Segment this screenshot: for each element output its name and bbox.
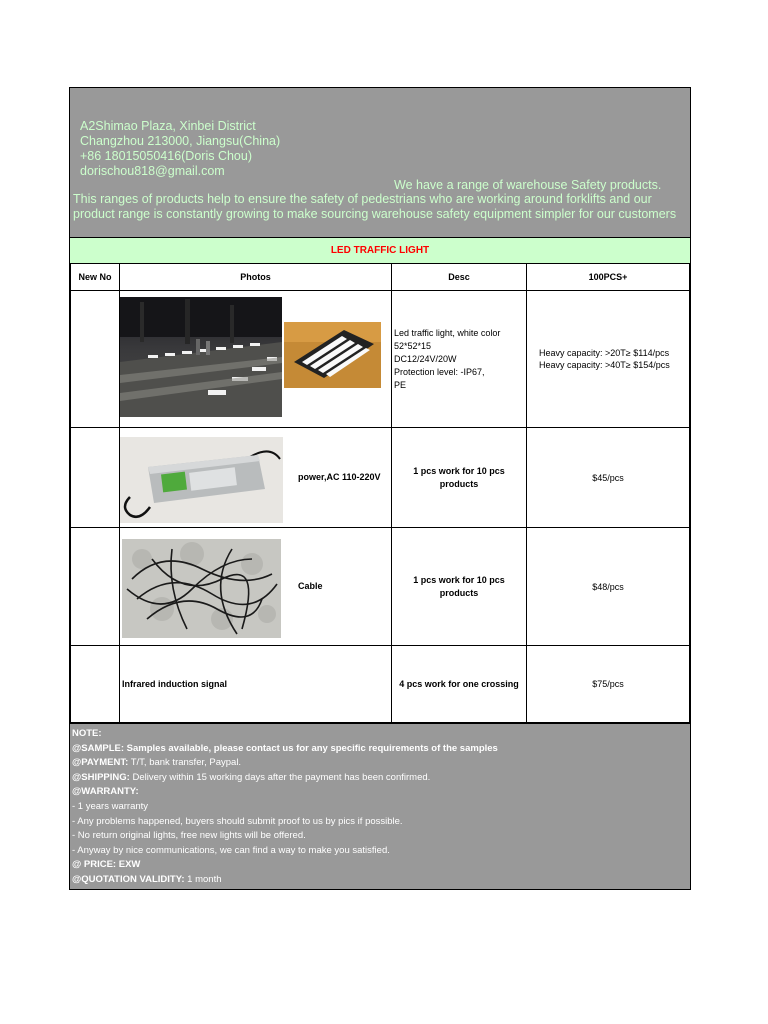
intro-paragraph: This ranges of products help to ensure the safety of pedestrians who are working around forklifts and our product range is constantly growing to make sourcing warehouse safety equipment simpler for our customers [73,192,677,221]
product-table [70,263,690,723]
note-warranty: @WARRANTY: [72,786,139,798]
row-no [71,428,120,528]
section-title: LED TRAFFIC LIGHT [70,237,690,263]
note-payment: @PAYMENT: T/T, bank transfer, Paypal. [72,757,242,769]
note-shipping: @SHIPPING: Delivery within 15 working days after the payment has been confirmed. [72,771,431,783]
row-price: $48/pcs [527,528,690,646]
note-validity: @QUOTATION VALIDITY: 1 month [72,873,222,885]
table-row [71,428,690,528]
desc-line: products [439,587,479,598]
range-line: We have a range of warehouse Safety products. [394,178,662,192]
notes-section [70,723,690,889]
desc-line: products [439,478,479,489]
address-line-2: Changzhou 213000, Jiangsu(China) [80,134,281,148]
company-header [70,88,690,237]
power-supply-photo [120,437,283,523]
desc-line: 1 pcs work for 10 pcs [413,574,505,585]
col-header-photos: Photos [120,264,392,291]
photo-cell: Infrared induction signal [120,646,392,723]
price-line: Heavy capacity: >40T≥ $154/pcs [539,360,670,370]
row-no [71,646,120,723]
address-line-1: A2Shimao Plaza, Xinbei District [80,119,256,133]
note-price: @ PRICE: EXW [72,859,141,871]
row-price: $75/pcs [527,646,690,723]
photo-cell [120,528,392,646]
row-desc [392,528,527,646]
col-header-no: New No [71,264,120,291]
desc-line: Protection level: -IP67, [394,366,485,377]
note-title: NOTE: [72,728,102,739]
warranty-item: - No return original lights, free new lights will be offered. [72,830,306,842]
quotation-sheet [69,87,691,890]
row-no [71,528,120,646]
row-no [71,291,120,428]
photo-cell [120,428,392,528]
phone-line: +86 18015050416(Doris Chou) [80,149,252,163]
desc-line: PE [394,379,407,390]
email-line: dorischou818@gmail.com [80,164,225,178]
warranty-item: - 1 years warranty [72,800,149,812]
photo-cell [120,291,392,428]
table-row [71,291,690,428]
cable-photo [122,539,281,638]
led-light-photo [284,322,381,388]
desc-line: 1 pcs work for 10 pcs [413,465,505,476]
photo-label: Cable [298,581,323,591]
desc-line: 52*52*15 [394,340,432,351]
photo-label: power,AC 110-220V [298,472,381,482]
address-block [80,119,280,179]
row-price [527,291,690,428]
desc-line: Led traffic light, white color [394,327,501,338]
col-header-price: 100PCS+ [527,264,690,291]
col-header-desc: Desc [392,264,527,291]
note-sample: @SAMPLE: Samples available, please contact us for any specific requirements of the samples [72,742,498,754]
row-desc [392,291,527,428]
table-row [71,646,690,723]
table-row [71,528,690,646]
warranty-item: - Any problems happened, buyers should submit proof to us by pics if possible. [72,815,403,827]
table-header-row [71,264,690,291]
desc-line: DC12/24V/20W [394,353,457,364]
row-desc: 4 pcs work for one crossing [392,646,527,723]
warranty-item: - Anyway by nice communications, we can find a way to make you satisfied. [72,844,390,856]
row-desc [392,428,527,528]
price-line: Heavy capacity: >20T≥ $114/pcs [539,348,670,358]
crosswalk-photo [120,297,282,417]
row-price: $45/pcs [527,428,690,528]
